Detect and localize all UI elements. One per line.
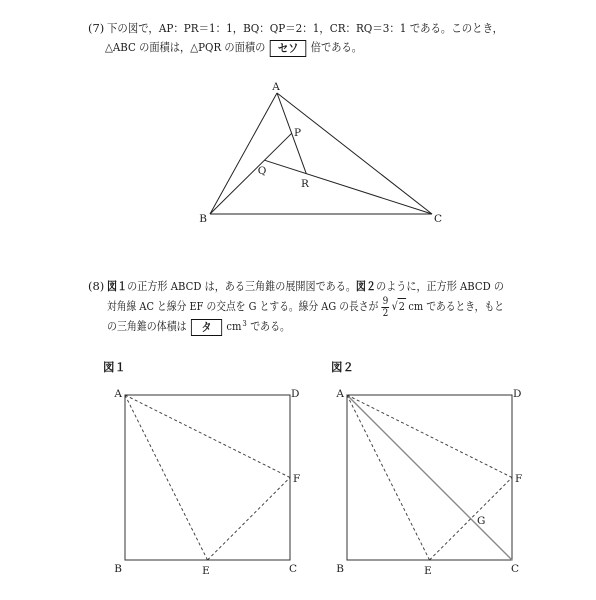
answer-box-seso: セソ bbox=[270, 40, 307, 57]
problem-8-line-2-text-1: 対角線 AC と線分 EF の交点を G とする。線分 AG の長さが bbox=[107, 299, 379, 313]
volume-unit: cm bbox=[226, 319, 242, 333]
figure-1-square bbox=[125, 395, 290, 560]
segment-cq bbox=[264, 160, 432, 214]
problem-7-line-1-text: 下の図で，AP：PR＝1：1，BQ：QP＝2：1，CR：RQ＝3：1 である。このとき， bbox=[107, 21, 503, 35]
fig2-label-d: D bbox=[513, 388, 522, 400]
label-q: Q bbox=[257, 165, 267, 177]
figure-2-title: 図２ bbox=[331, 360, 354, 374]
problem-8-line-3-text-2: である。 bbox=[250, 319, 290, 333]
fig1-label-f: F bbox=[293, 473, 301, 485]
fig2-label-c: C bbox=[511, 563, 520, 575]
figure-2-reference: 図２ bbox=[355, 279, 377, 293]
figure-triangle-abc bbox=[210, 93, 432, 214]
problem-8-line-3-text-1: の三角錐の体積は bbox=[107, 319, 187, 333]
square-root-sign: √ bbox=[391, 299, 398, 313]
fig1-label-b: B bbox=[114, 563, 122, 575]
square-abcd-1 bbox=[125, 395, 290, 560]
label-p: P bbox=[294, 127, 302, 139]
segment-bp bbox=[210, 133, 292, 214]
problem-8-line-2-text-2: cm であるとき，もと bbox=[408, 299, 504, 313]
label-b: B bbox=[199, 213, 207, 225]
side-ca bbox=[277, 93, 432, 214]
fig2-label-g: G bbox=[477, 515, 486, 527]
problem-7-number: (7) bbox=[88, 21, 105, 35]
figure-1-labels bbox=[113, 388, 300, 577]
fig2-label-b: B bbox=[336, 563, 344, 575]
fold-line-ae-1 bbox=[125, 395, 208, 560]
problem-8-number: (8) bbox=[88, 279, 105, 293]
triangle-labels bbox=[199, 81, 442, 225]
answer-box-ta: タ bbox=[191, 319, 222, 336]
square-root-radicand: 2 bbox=[398, 299, 405, 313]
fig1-label-d: D bbox=[291, 388, 300, 400]
figure-2-square bbox=[347, 395, 512, 560]
fig1-label-c: C bbox=[289, 563, 298, 575]
fig1-label-e: E bbox=[202, 565, 210, 577]
fig2-label-e: E bbox=[424, 565, 432, 577]
label-a: A bbox=[272, 81, 280, 93]
figure-1-title: 図１ bbox=[103, 360, 126, 374]
problem-8-line-1-text-1: の正方形 ABCD は，ある三角錐の展開図である。 bbox=[127, 279, 356, 293]
label-c: C bbox=[434, 213, 443, 225]
figure-1-reference: 図１ bbox=[107, 279, 128, 293]
label-r: R bbox=[301, 178, 309, 190]
fraction-denominator: 2 bbox=[382, 306, 389, 319]
figure-2-labels bbox=[335, 388, 522, 577]
problem-8-line-1-text-2: のように，正方形 ABCD の bbox=[376, 279, 504, 293]
diagonal-ac bbox=[347, 395, 512, 560]
fraction-numerator: 9 bbox=[382, 294, 389, 307]
problem-7-line-2-text-after: 倍である。 bbox=[310, 40, 362, 54]
volume-unit-exponent: 3 bbox=[242, 319, 247, 328]
fold-line-ae-2 bbox=[347, 395, 430, 560]
problem-7-line-2-text-before: △ABC の面積は，△PQR の面積の bbox=[105, 40, 266, 54]
figure-1-fold-lines bbox=[125, 395, 290, 560]
fold-line-af-2 bbox=[347, 395, 512, 478]
fig1-label-a: A bbox=[114, 388, 122, 400]
fig2-label-a: A bbox=[336, 388, 344, 400]
fig2-label-f: F bbox=[515, 473, 523, 485]
fold-line-ef-1 bbox=[208, 478, 291, 561]
side-ab bbox=[210, 93, 277, 214]
fold-line-af-1 bbox=[125, 395, 290, 478]
